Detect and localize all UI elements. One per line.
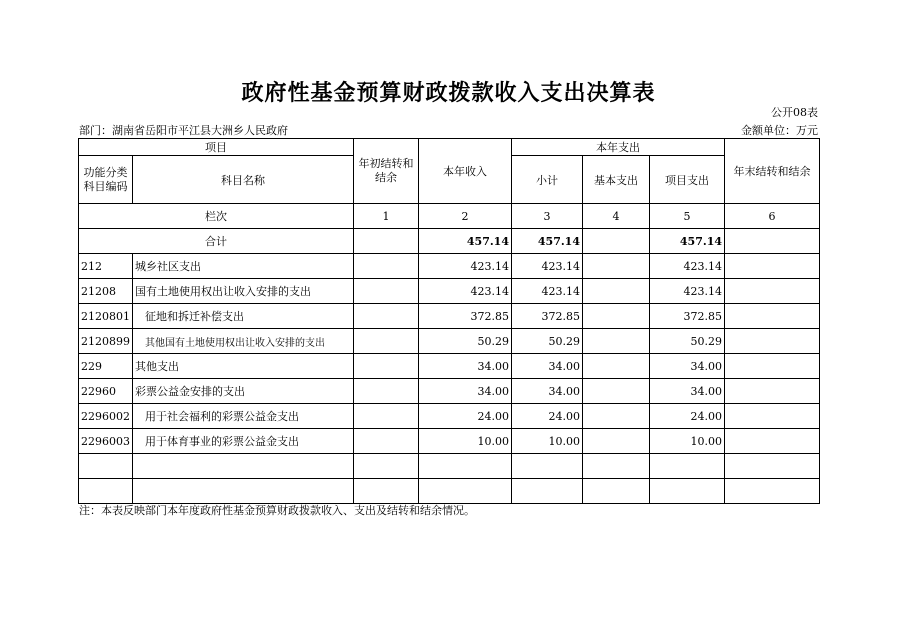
row-project: 24.00 (650, 404, 725, 429)
header-subtotal: 小计 (512, 156, 583, 204)
header-project: 项目支出 (650, 156, 725, 204)
row-name: 城乡社区支出 (133, 254, 354, 279)
empty-row (79, 479, 820, 504)
row-basic (583, 354, 650, 379)
header-item: 项目 (79, 139, 354, 156)
header-end-balance: 年末结转和结余 (725, 139, 820, 204)
table-row (79, 379, 820, 404)
table-row (79, 304, 820, 329)
total-row (79, 229, 820, 254)
row-project: 10.00 (650, 429, 725, 454)
total-end-balance (725, 229, 820, 254)
row-project: 34.00 (650, 354, 725, 379)
row-name: 用于社会福利的彩票公益金支出 (133, 404, 354, 429)
row-name: 国有土地使用权出让收入安排的支出 (133, 279, 354, 304)
budget-table (78, 138, 820, 504)
row-begin-balance (354, 429, 419, 454)
table-row (79, 279, 820, 304)
table-row (79, 429, 820, 454)
row-subtotal: 34.00 (512, 379, 583, 404)
total-label: 合计 (79, 229, 354, 254)
row-subtotal: 50.29 (512, 329, 583, 354)
row-income: 423.14 (419, 254, 512, 279)
unit-label: 金额单位：万元 (741, 124, 818, 137)
header-func-code: 功能分类科目编码 (79, 156, 133, 204)
row-end-balance (725, 329, 820, 354)
row-code: 2120899 (79, 329, 133, 354)
row-basic (583, 429, 650, 454)
department-label: 部门：湖南省岳阳市平江县大洲乡人民政府 (79, 124, 288, 137)
row-name: 其他支出 (133, 354, 354, 379)
row-income: 423.14 (419, 279, 512, 304)
row-name: 征地和拆迁补偿支出 (133, 304, 354, 329)
header-income: 本年收入 (419, 139, 512, 204)
row-code: 2120801 (79, 304, 133, 329)
col-num-6: 6 (725, 204, 820, 229)
col-num-4: 4 (583, 204, 650, 229)
col-num-5: 5 (650, 204, 725, 229)
row-basic (583, 254, 650, 279)
table-row (79, 329, 820, 354)
column-number-row (79, 204, 820, 229)
row-income: 372.85 (419, 304, 512, 329)
empty-row (79, 454, 820, 479)
row-project: 372.85 (650, 304, 725, 329)
col-num-1: 1 (354, 204, 419, 229)
header-begin-balance: 年初结转和结余 (354, 139, 419, 204)
table-row (79, 254, 820, 279)
row-end-balance (725, 279, 820, 304)
row-subtotal: 34.00 (512, 354, 583, 379)
row-end-balance (725, 379, 820, 404)
row-name: 其他国有土地使用权出让收入安排的支出 (133, 329, 354, 354)
column-row-label: 栏次 (79, 204, 354, 229)
row-income: 24.00 (419, 404, 512, 429)
table-row (79, 404, 820, 429)
total-basic (583, 229, 650, 254)
row-income: 10.00 (419, 429, 512, 454)
row-project: 34.00 (650, 379, 725, 404)
row-code: 22960 (79, 379, 133, 404)
row-subtotal: 423.14 (512, 254, 583, 279)
header-expenditure: 本年支出 (512, 139, 725, 156)
header-basic: 基本支出 (583, 156, 650, 204)
row-begin-balance (354, 354, 419, 379)
row-end-balance (725, 304, 820, 329)
row-project: 423.14 (650, 254, 725, 279)
row-subtotal: 10.00 (512, 429, 583, 454)
row-name: 彩票公益金安排的支出 (133, 379, 354, 404)
row-end-balance (725, 354, 820, 379)
row-subtotal: 372.85 (512, 304, 583, 329)
footnote: 注：本表反映部门本年度政府性基金预算财政拨款收入、支出及结转和结余情况。 (79, 504, 475, 517)
row-basic (583, 379, 650, 404)
row-income: 50.29 (419, 329, 512, 354)
total-income: 457.14 (419, 229, 512, 254)
page-title: 政府性基金预算财政拨款收入支出决算表 (241, 81, 656, 106)
total-project: 457.14 (650, 229, 725, 254)
row-end-balance (725, 404, 820, 429)
row-income: 34.00 (419, 354, 512, 379)
row-subtotal: 423.14 (512, 279, 583, 304)
row-begin-balance (354, 304, 419, 329)
table-code: 公开08表 (771, 106, 818, 119)
total-begin-balance (354, 229, 419, 254)
row-project: 50.29 (650, 329, 725, 354)
row-begin-balance (354, 279, 419, 304)
row-code: 212 (79, 254, 133, 279)
row-end-balance (725, 429, 820, 454)
row-begin-balance (354, 379, 419, 404)
row-basic (583, 279, 650, 304)
row-basic (583, 304, 650, 329)
row-begin-balance (354, 329, 419, 354)
row-begin-balance (354, 254, 419, 279)
row-basic (583, 329, 650, 354)
row-name: 用于体育事业的彩票公益金支出 (133, 429, 354, 454)
row-end-balance (725, 254, 820, 279)
row-income: 34.00 (419, 379, 512, 404)
total-subtotal: 457.14 (512, 229, 583, 254)
row-code: 2296003 (79, 429, 133, 454)
row-code: 229 (79, 354, 133, 379)
row-begin-balance (354, 404, 419, 429)
col-num-2: 2 (419, 204, 512, 229)
row-code: 21208 (79, 279, 133, 304)
row-project: 423.14 (650, 279, 725, 304)
header-subject-name: 科目名称 (133, 156, 354, 204)
col-num-3: 3 (512, 204, 583, 229)
row-basic (583, 404, 650, 429)
row-subtotal: 24.00 (512, 404, 583, 429)
header-row-1 (79, 139, 820, 156)
row-code: 2296002 (79, 404, 133, 429)
table-row (79, 354, 820, 379)
